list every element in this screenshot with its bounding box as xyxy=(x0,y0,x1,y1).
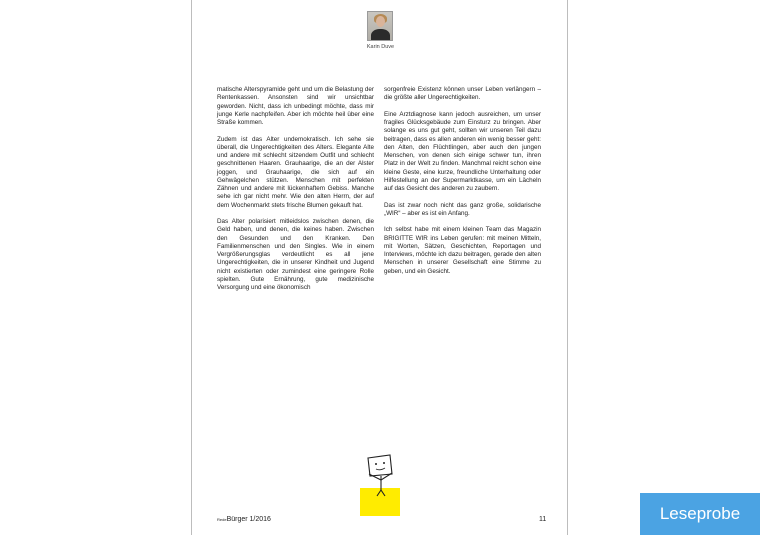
paragraph: Eine Arztdiagnose kann jedoch ausreichen, um unser fragiles Glücksgebäude zum Einsturz zu bringen. Aber solange es uns gut geht, sollten wir unseren Teil dazu beitragen, dass es allen anderen ein wenig besser geht: den Alten, den Flüchtlingen, aber auch den jungen Menschen, von denen sich einige schwer tun, ihren Platz in der Welt zu finden. Manchmal reicht schon eine kleine Geste, eine kurze, freundliche Unterhaltung oder Hilfestellung an der Supermarktkasse, um ein Lächeln auf das Gesicht des anderen zu zaubern. xyxy=(384,110,541,192)
book-page xyxy=(191,0,568,535)
paragraph: Ich selbst habe mit einem kleinen Team das Magazin BRIGITTE WIR ins Leben gerufen: mit meinen Mitteln, mit Worten, Sätzen, Geschichten, Reportagen und Interviews, möchte ich dazu beitragen, gerade den alten Menschen in unserer Gesellschaft eine Stimme zu geben, und ein Gesicht. xyxy=(384,226,541,275)
author-photo-body xyxy=(371,29,390,41)
footer-brand xyxy=(217,516,271,523)
paragraph: matische Alterspyramide geht und um die Belastung der Rentenkassen. Ansonsten sind wir unsichtbar geworden. Nicht, dass ich unbedingt möchte, dass mir junge Kerle nachpfeifen. Aber ich möchte heil über eine Straße kommen. xyxy=(217,86,374,126)
author-name: Karin Duve xyxy=(366,44,395,50)
paragraph: Das Alter polarisiert mitleidslos zwischen denen, die Geld haben, und denen, die keines haben. Zwischen den Gesunden und den Kranken. Den Familienmenschen und den Singles. Wie in einem Vergrößerungsglas verdeutlicht es all jene Ungerechtigkeiten, die in unserer Kindheit und Jugend nicht existierten oder zumindest eine geringere Rolle spielten. Gute Ernährung, gute medizinische Versorgung und eine ökonomisch xyxy=(217,218,374,291)
page-number: 11 xyxy=(539,516,547,523)
footer-brand-main: Bürger 1/2016 xyxy=(226,516,271,523)
paragraph: Zudem ist das Alter undemokratisch. Ich sehe sie überall, die Ungerechtigkeiten des Alters. Elegante Alte und andere mit schlecht sitzendem Outfit und schlecht geschnittenen Haaren. Grauhaarige, die an der Alster joggen, und Grauhaarige, die sich auf ein Gehwägelchen stützen. Menschen mit perfekten Zähnen und andere mit lückenhaftem Gebiss. Manche sehe ich gar nicht mehr. Wie den alten Herrn, der auf dem Wochenmarkt stets frische Blumen gekauft hat. xyxy=(217,135,374,209)
paragraph: Das ist zwar noch nicht das ganz große, solidarische „WIR“ – aber es ist ein Anfang. xyxy=(384,201,541,217)
author-photo-face xyxy=(376,16,385,27)
leseprobe-badge[interactable]: Leseprobe xyxy=(640,493,760,535)
right-column xyxy=(384,86,541,284)
stick-figure-holding-sign-icon xyxy=(360,452,402,518)
left-column xyxy=(217,86,374,301)
paragraph: sorgenfreie Existenz können unser Leben verlängern – die größte aller Ungerechtigkeiten. xyxy=(384,86,541,102)
author-photo xyxy=(367,11,393,41)
footer-brand-prefix: Rede xyxy=(217,517,227,522)
